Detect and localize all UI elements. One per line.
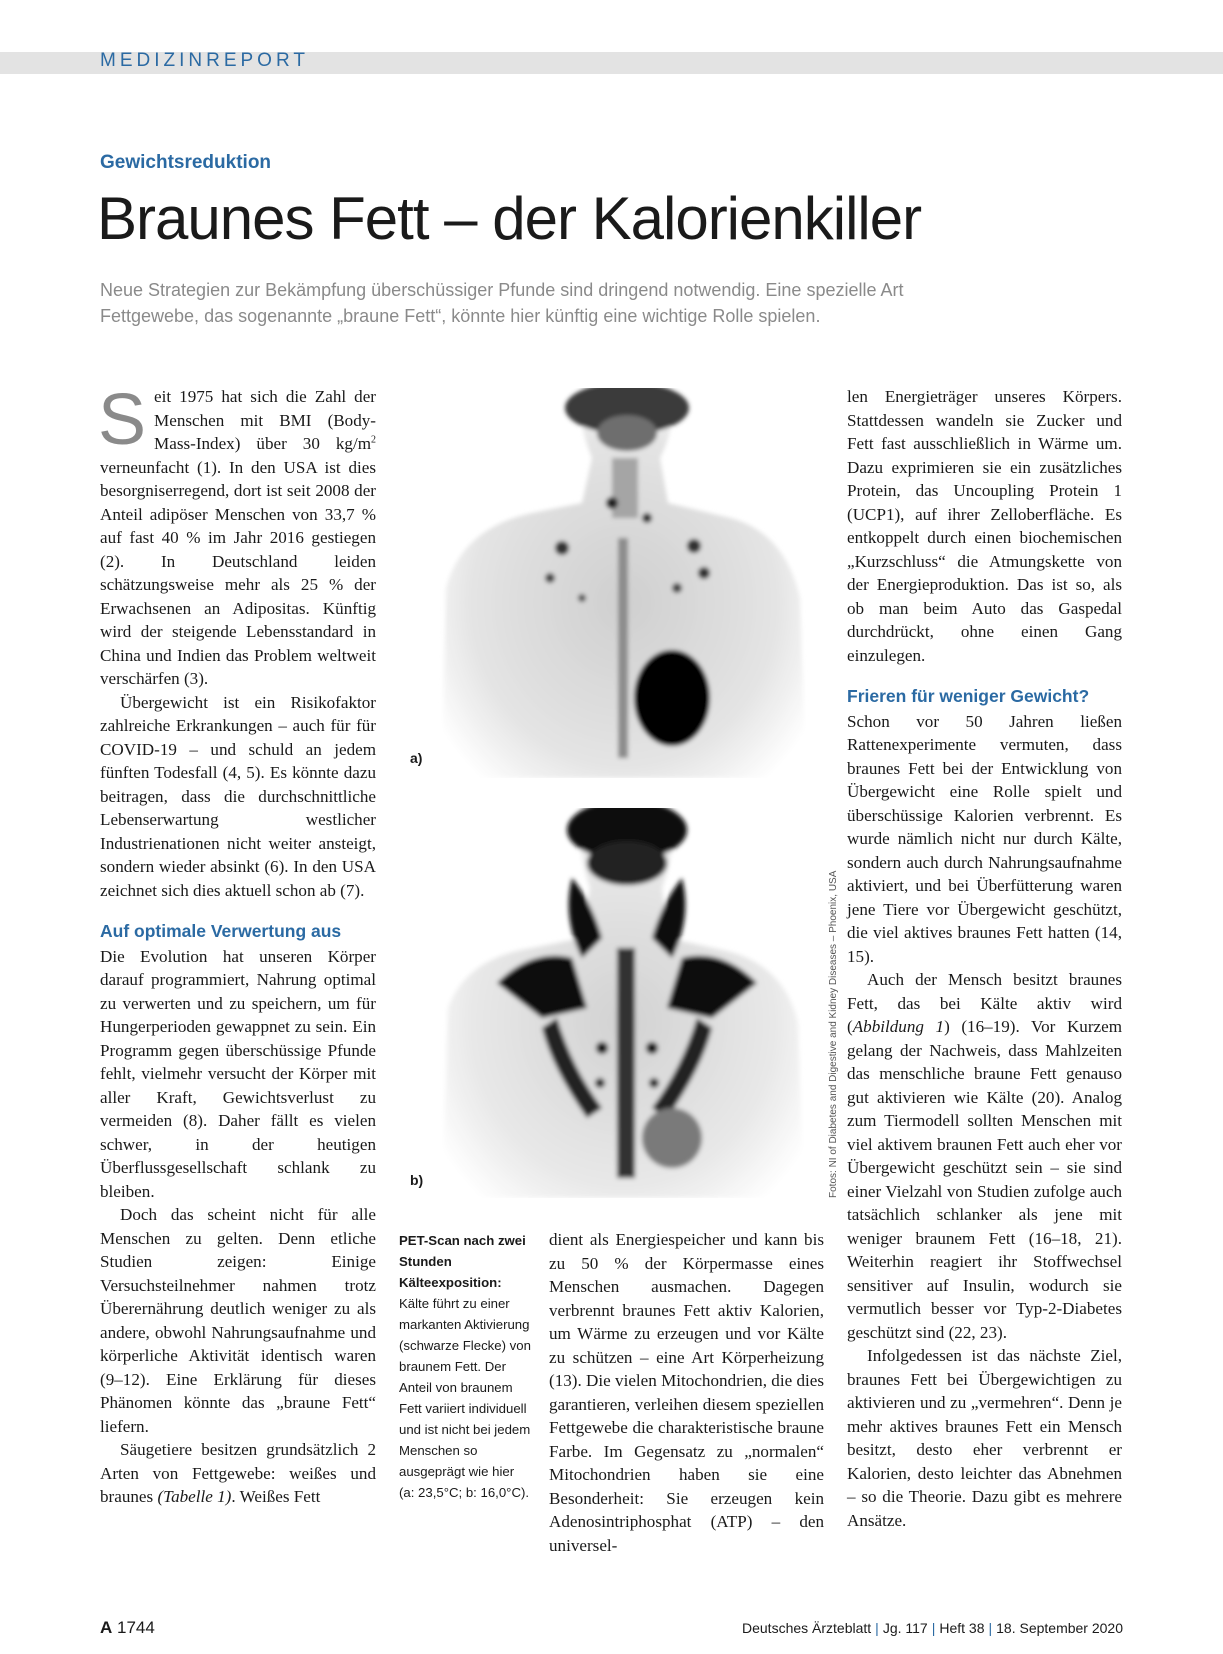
photo-credit: Fotos: NI of Diabetes and Digestive and Kidney Diseases – Phoenix, USA [828,870,839,1198]
page-number [100,1618,155,1638]
article-lead: Neue Strategien zur Bekämpfung überschüssiger Pfunde sind dringend notwendig. Eine spezielle Art Fettgewebe, das sogenannte „braune Fett“, könnte hier künftig eine wichtige Rolle spielen. [100,280,904,326]
section-label: MEDIZINREPORT [100,50,309,71]
text: Säugetiere besitzen grundsätzlich 2 Arten von Fettgewebe: weißes und braunes [100,1440,376,1506]
text: verneunfacht (1). In den USA ist dies besorgniserregend, dort ist seit 2008 der Anteil adipöser Menschen von 33,7 % auf fast 40 % im Jahr 2016 gestiegen (2). In Deutschland leiden schätzungsweise mehr als 25 % der Erwachsenen an Adipositas. Künftig wird der steigende Lebensstandard in China und Indien das Problem weltweit verschärfen (3). [100,457,376,688]
text: Auch der Mensch besitzt braunes Fett, das bei Kälte aktiv wird ( [847,970,1122,1036]
pet-scan-image-a [422,388,819,778]
text: eit 1975 hat sich die Zahl der Menschen mit BMI (Body-Mass-Index) über 30 kg/m [154,387,376,453]
column-2 [549,1228,824,1557]
paragraph: len Energieträger unseres Körpers. Stattdessen wandeln sie Zucker und Fett fast ausschließlich in Wärme um. Dazu exprimieren sie ein zusätzliches Protein, das Uncoupling Protein 1 (UCP1), auf ihrer Zelloberfläche. Es entkoppelt durch einen biochemischen „Kurzschluss“ die Atmungskette von der Energieproduktion. Das ist so, als ob man beim Auto das Gaspedal durchdrückt, ohne einen Gang einzulegen. [847,387,1122,665]
table-reference: (Tabelle 1) [157,1487,232,1506]
journal-volume: Jg. 117 [882,1620,928,1636]
paragraph [100,1438,376,1509]
drop-cap: S [98,380,147,460]
column-1 [98,380,376,1509]
paragraph [98,380,376,691]
paragraph: Übergewicht ist ein Risikofaktor zahlreiche Erkrankungen – auch für für COVID-19 – und schuld an jedem fünften Todesfall (4, 5). Es könnte dazu beitragen, dass die durchschnittliche Lebenserwartung westlicher Industrienationen nicht weiter ansteigt, sondern wieder absinkt (6). In den USA zeichnet sich dies aktuell schon ab (7). [100,692,376,900]
figure-label-a: a) [410,750,423,766]
paragraph: Doch das scheint nicht für alle Menschen zu gelten. Denn etliche Studien zeigen: Einige Versuchsteilnehmer nahmen trotz Überernährung deutlich weniger zu als andere, obwohl Nahrungsaufnahme und körperliche Aktivität identisch waren (9–12). Eine Erklärung für dieses Phänomen könnte das „braune Fett“ liefern. [100,1205,376,1436]
paragraph: Die Evolution hat unseren Körper darauf programmiert, Nahrung optimal zu verwerten und zu speichern, um für Hungerperioden gewappnet zu sein. Ein Programm gegen überschüssige Pfunde fehlt, vielmehr versucht der Körper mit aller Kraft, Gewichtsverlust zu vermeiden (8). Daher fällt es vielen schwer, in der heutigen Überflussgesellschaft schlank zu bleiben. [100,946,376,1201]
journal-date: 18. September 2020 [996,1620,1123,1636]
caption-text: Kälte führt zu einer markanten Aktivierung (schwarze Flecke) von braunem Fett. Der Anteil von braunem Fett variiert individuell und ist nicht bei jedem Menschen so ausgeprägt wie hier (a: 23,5°C; b: 16,0°C). [399,1296,531,1500]
paragraph: dient als Energiespeicher und kann bis zu 50 % der Körpermasse eines Menschen ausmachen. Dagegen verbrennt braunes Fett aktiv Kalorien, um Wärme zu erzeugen und vor Kälte zu schützen – eine Art Körperheizung (13). Die vielen Mitochondrien, die dies garantieren, verleihen diesem speziellen Fettgewebe die charakteristische braune Farbe. Im Gegensatz zu „normalen“ Mitochondrien haben sie eine Besonderheit: Sie erzeugen kein Adenosintriphosphat (ATP) – den universel- [549,1230,824,1555]
journal-info: Deutsches Ärzteblatt | Jg. 117 | Heft 38 | 18. September 2020 [742,1620,1123,1636]
caption-title: PET-Scan nach zwei Stunden Kälteexposition: [399,1233,526,1290]
text: . Weißes Fett [231,1487,321,1506]
subheading: Auf optimale Verwertung aus [100,921,342,941]
figure-label-b: b) [410,1172,424,1188]
kicker: Gewichtsreduktion [100,152,272,173]
paragraph: Infolgedessen ist das nächste Ziel, braunes Fett bei Übergewichtigen zu aktivieren und zu „vermehren“. Denn je mehr aktives braunes Fett ein Mensch besitzt, desto eher verbrennt er Kalorien, desto leichter das Abnehmen – so die Theorie. Dazu gibt es mehrere Ansätze. [847,1346,1122,1530]
paragraph: Schon vor 50 Jahren ließen Rattenexperimente vermuten, dass braunes Fett bei der Entwicklung von Übergewicht eine Rolle spielt und überschüssige Kalorien verbrennt. Es wurde nämlich nicht nur durch Kälte, sondern auch durch Nahrungsaufnahme aktiviert, und bei Überfütterung waren jene Tiere vor Übergewicht geschützt, die viel aktives braunes Fett hatten (14, 15). [847,711,1122,966]
journal-name: Deutsches Ärzteblatt [742,1620,872,1636]
superscript: 2 [371,434,376,446]
page-number-value: 1744 [117,1618,155,1637]
journal-issue: Heft 38 [939,1620,985,1636]
paragraph [847,968,1122,1344]
page-prefix: A [100,1618,113,1637]
pet-scan-image-b [422,808,819,1198]
article-title: Braunes Fett – der Kalorienkiller [97,185,922,252]
subheading: Frieren für weniger Gewicht? [847,686,1090,706]
figure-caption [399,1230,531,1503]
figure-reference: Abbildung 1 [852,1017,945,1036]
text: ) (16–19). Vor Kurzem gelang der Nachweis, dass Mahlzeiten das menschliche braune Fett genauso gut aktivieren wie Kälte (20). Analog zum Tiermodell sollten Menschen mit viel aktivem braunen Fett auch eher vor Übergewicht geschützt sein – sie sind einer Vielzahl von Studien zufolge auch tatsächlich schlanker als jene mit weniger braunem Fett (16–18, 21). Weiterhin reagiert ihr Stoffwechsel sensitiver auf Insulin, wodurch sie vermutlich besser vor Typ-2-Diabetes geschützt sind (22, 23). [847,1017,1123,1342]
column-3 [847,385,1122,1532]
